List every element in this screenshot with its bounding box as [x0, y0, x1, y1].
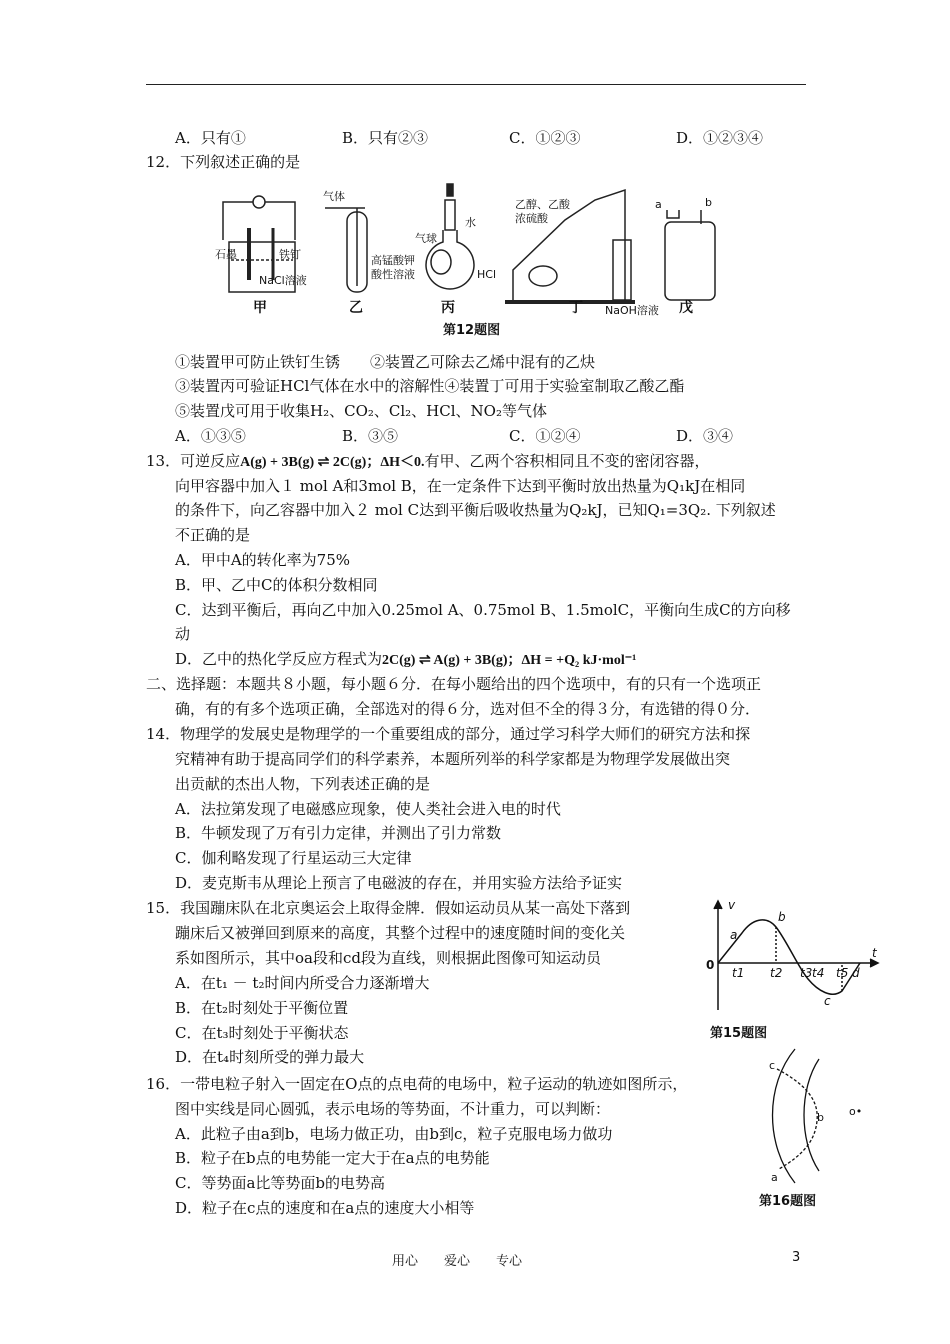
q13-line-1 — [146, 451, 710, 473]
q16-option-c: C．等势面a比等势面b的电势高 — [175, 1174, 386, 1192]
q14-line-2: 究精神有助于提高同学们的科学素养，本题所列举的科学家都是为物理学发展做出突 — [175, 750, 731, 768]
q15-option-a: A．在t₁ － t₂时间内所受合力逐渐增大 — [175, 974, 430, 992]
q15-point-c: c — [824, 994, 831, 1008]
q15-line-3: 系如图所示，其中oa段和cd段为直线，则根据此图像可知运动员 — [175, 949, 601, 967]
q15-axis-v: v — [728, 898, 736, 912]
q15-figure-caption: 第15题图 — [710, 1026, 768, 1041]
q15-tick-t5: t5 — [836, 966, 849, 980]
q12-label-reagent1: 乙醇、乙酸 — [515, 198, 570, 211]
header-rule — [146, 84, 806, 85]
q12-item-3: ⑤装置戊可用于收集H₂、CO₂、Cl₂、HCl、NO₂等气体 — [175, 402, 547, 420]
q13-option-c-1: C．达到平衡后，再向乙中加入0.25mol A、0.75mol B、1.5molC，平衡向生成C的方向移 — [175, 601, 791, 619]
q14-line-3: 出贡献的杰出人物，下列表述正确的是 — [175, 775, 431, 793]
q12-name-ding: 丁 — [569, 300, 583, 316]
q13-option-b: B．甲、乙中C的体积分数相同 — [175, 576, 378, 594]
q13-equation-2: 2C(g) ⇌ A(g) + 3B(g)；ΔH = +Q₂ kJ·mol⁻¹ — [382, 653, 637, 668]
q12-apparatus-figure — [215, 180, 755, 340]
q12-figure-caption: 第12题图 — [443, 323, 501, 338]
q13-line-4: 不正确的是 — [175, 526, 251, 544]
q15-point-d: d — [852, 966, 860, 980]
q16-point-c: c — [769, 1059, 776, 1072]
footer-motto: 用心 爱心 专心 — [392, 1254, 523, 1269]
q15-axis-t: t — [872, 946, 877, 960]
q15-origin: 0 — [706, 958, 715, 972]
q14-option-c: C．伽利略发现了行星运动三大定律 — [175, 849, 412, 867]
q11-option-b: B．只有②③ — [342, 129, 429, 147]
q13-equation-1: A(g) + 3B(g) ⇌ 2C(g)；ΔH＜0. — [240, 455, 425, 470]
q16-line-2: 图中实线是同心圆弧，表示电场的等势面，不计重力，可以判断： — [175, 1100, 611, 1118]
q13-line-2: 向甲容器中加入１ mol A和3mol B，在一定条件下达到平衡时放出热量为Q₁kJ在相同 — [175, 477, 746, 495]
q12-label-balloon: 气球 — [415, 232, 437, 245]
q15-point-a: a — [730, 928, 738, 942]
q12-option-b: B．③⑤ — [342, 427, 399, 445]
q12-label-kmno4-1: 高锰酸钾 — [371, 254, 415, 267]
q11-option-a: A．只有① — [175, 129, 246, 147]
q13-line-3: 的条件下，向乙容器中加入２ mol C达到平衡后吸收热量为Q₂kJ，已知Q₁=3Q₂. 下列叙述 — [175, 501, 776, 519]
q16-point-a: a — [771, 1171, 778, 1184]
q16-equipotential-figure — [755, 1045, 880, 1215]
q13-option-c-2: 动 — [175, 625, 191, 643]
q12-name-wu: 戊 — [679, 300, 693, 316]
q16-line-1: 16．一带电粒子射入一固定在O点的点电荷的电场中，粒子运动的轨迹如图所示， — [146, 1075, 688, 1093]
q16-option-b: B．粒子在b点的电势能一定大于在a点的电势能 — [175, 1149, 490, 1167]
q15-tick-t3: t3 — [800, 966, 813, 980]
q12-label-graphite: 石墨 — [215, 248, 237, 261]
q16-point-o: o• — [849, 1105, 863, 1118]
q13-stem-post: 有甲、乙两个容积相同且不变的密闭容器， — [424, 452, 710, 470]
sec2-line-2: 确，有的有多个选项正确，全部选对的得６分，选对但不全的得３分，有选错的得０分． — [175, 700, 761, 718]
q16-option-a: A．此粒子由a到b，电场力做正功，由b到c，粒子克服电场力做功 — [175, 1125, 613, 1143]
q15-line-2: 蹦床后又被弹回到原来的高度，其整个过程中的速度随时间的变化关 — [175, 924, 626, 942]
q15-tick-t1: t1 — [732, 966, 745, 980]
q16-option-d: D．粒子在c点的速度和在a点的速度大小相等 — [175, 1199, 475, 1217]
q13-option-d-pre: D．乙中的热化学反应方程式为 — [175, 650, 383, 668]
q14-line-1: 14．物理学的发展史是物理学的一个重要组成的部分，通过学习科学大师们的研究方法和探 — [146, 725, 751, 743]
q12-item-1: ①装置甲可防止铁钉生锈 ②装置乙可除去乙烯中混有的乙炔 — [175, 353, 596, 371]
q15-tick-t4: t4 — [812, 966, 825, 980]
q16-point-b: b — [817, 1111, 824, 1124]
q15-option-b: B．在t₂时刻处于平衡位置 — [175, 999, 349, 1017]
q11-option-c: C．①②③ — [509, 129, 581, 147]
q12-option-d: D．③④ — [676, 427, 734, 445]
q15-point-b: b — [778, 910, 786, 924]
page-number: 3 — [792, 1250, 801, 1265]
q12-label-b: b — [705, 196, 712, 209]
q11-options — [175, 128, 763, 148]
q12-label-gas: 气体 — [323, 190, 345, 203]
q13-option-d — [175, 649, 636, 671]
q15-option-d: D．在t₄时刻所受的弹力最大 — [175, 1048, 365, 1066]
q12-option-a: A．①③⑤ — [175, 427, 246, 445]
q13-option-a: A．甲中A的转化率为75% — [175, 551, 351, 569]
q14-option-b: B．牛顿发现了万有引力定律，并测出了引力常数 — [175, 824, 502, 842]
q15-velocity-time-graph — [700, 895, 882, 1045]
q16-figure-caption: 第16题图 — [759, 1194, 817, 1209]
q12-name-jia: 甲 — [253, 300, 267, 316]
sec2-line-1: 二、选择题：本题共８小题，每小题６分．在每小题给出的四个选项中，有的只有一个选项正 — [146, 675, 762, 693]
q11-option-d: D．①②③④ — [676, 129, 764, 147]
q12-label-nail: 铁钉 — [279, 248, 301, 261]
q12-label-nacl: NaCl溶液 — [259, 274, 307, 287]
q14-option-a: A．法拉第发现了电磁感应现象，使人类社会进入电的时代 — [175, 800, 561, 818]
q12-item-2: ③装置丙可验证HCl气体在水中的溶解性④装置丁可用于实验室制取乙酸乙酯 — [175, 377, 685, 395]
q12-stem: 12．下列叙述正确的是 — [146, 153, 301, 171]
q13-stem-pre: 13．可逆反应 — [146, 452, 241, 470]
q12-options — [175, 426, 733, 446]
q12-name-bing: 丙 — [441, 300, 455, 316]
q12-label-hcl: HCl — [477, 268, 497, 281]
q15-option-c: C．在t₃时刻处于平衡状态 — [175, 1024, 349, 1042]
q15-line-1: 15．我国蹦床队在北京奥运会上取得金牌．假如运动员从某一高处下落到 — [146, 899, 631, 917]
q12-label-kmno4-2: 酸性溶液 — [371, 268, 415, 281]
q12-name-yi: 乙 — [349, 300, 363, 316]
q15-tick-t2: t2 — [770, 966, 783, 980]
q12-label-reagent2: 浓硫酸 — [515, 212, 548, 225]
q12-option-c: C．①②④ — [509, 427, 581, 445]
q14-option-d: D．麦克斯韦从理论上预言了电磁波的存在，并用实验方法给予证实 — [175, 874, 623, 892]
q12-label-a: a — [655, 198, 662, 211]
q12-label-water: 水 — [465, 216, 476, 229]
q12-label-naoh: NaOH溶液 — [605, 304, 659, 317]
